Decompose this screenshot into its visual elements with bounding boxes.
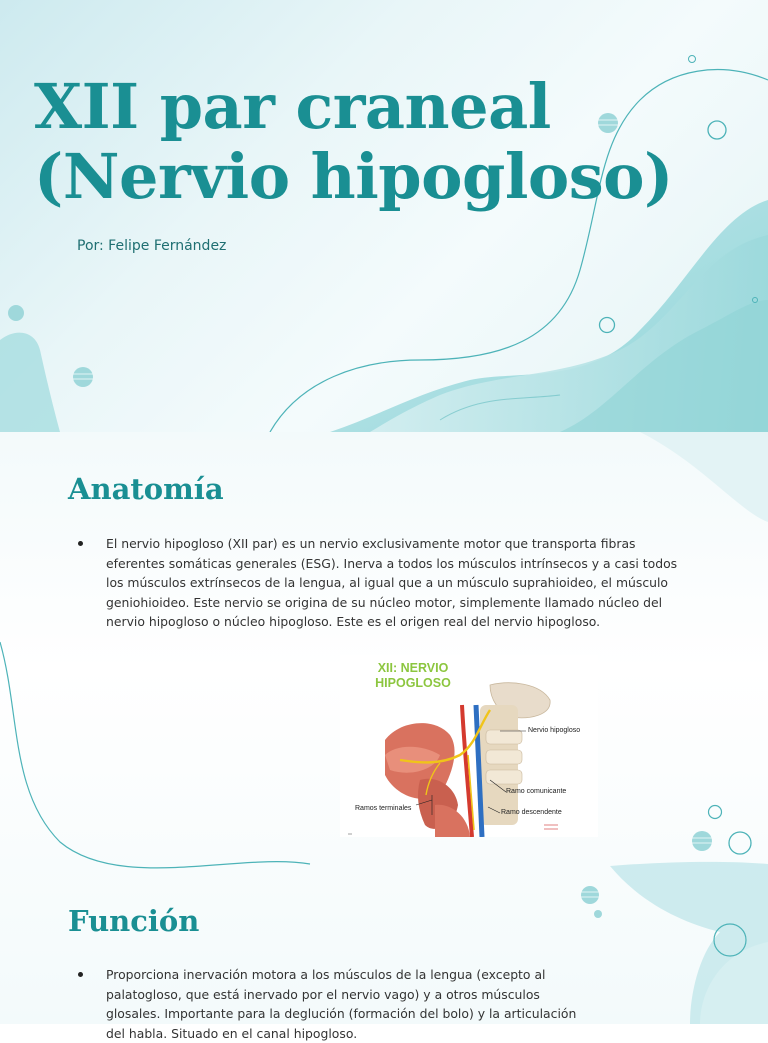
title-line-1: XII par craneal [34, 70, 551, 143]
list-item [78, 965, 598, 1043]
wave-decoration [0, 0, 768, 432]
hypoglossal-nerve-figure [340, 655, 598, 837]
figure-title-line-2: HIPOGLOSO [375, 676, 451, 690]
author-credit: Por: Felipe Fernández [77, 238, 227, 254]
title-line-2: (Nervio hipogloso) [34, 140, 673, 213]
funcion-list [78, 965, 598, 1043]
anatomia-heading: Anatomía [68, 472, 224, 506]
figure-title-line-1: XII: NERVIO [377, 661, 449, 675]
funcion-paragraph: Proporciona inervación motora a los músculos de la lengua (excepto al palatogloso, que está inervado por el nervio vago) y a otros músculos glosales. Importante para la deglución (formación del bolo) y la articulación del habla. Situado en el canal hipogloso. [106, 967, 577, 1041]
list-item [78, 534, 678, 632]
anatomia-list [78, 534, 678, 632]
bullet-icon [78, 541, 83, 546]
anatomia-paragraph: El nervio hipogloso (XII par) es un nervio exclusivamente motor que transporta fibras eferentes somáticas generales (ESG). Inerva a todos los músculos intrínsecos y a casi todos los músculos extrínsecos de la lengua, al igual que a un músculo suprahioideo, el músculo geniohioideo. Este nervio se origina de su núcleo motor, simplemente llamado núcleo del nervio hipogloso o núcleo hipogloso. Este es el origen real del nervio hipogloso. [106, 536, 678, 630]
funcion-heading: Función [68, 904, 200, 938]
figure-title [368, 661, 458, 691]
bullet-icon [78, 972, 83, 977]
label-ramos-terminales: Ramos terminales [355, 805, 412, 812]
page-title [34, 72, 673, 212]
label-ramo-descendente: Ramo descendente [501, 809, 562, 816]
title-slide [0, 0, 768, 432]
label-nervio-hipogloso: Nervio hipogloso [528, 727, 581, 734]
label-ramo-comunicante: Ramo comunicante [506, 788, 567, 795]
